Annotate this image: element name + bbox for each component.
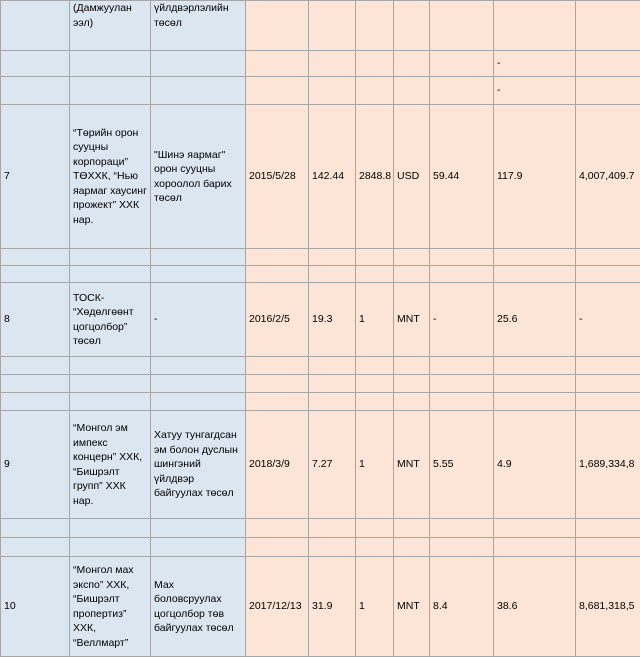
cell-rate[interactable]: 1 [356, 557, 394, 657]
table-row [1, 411, 640, 519]
cell-no[interactable]: 7 [1, 105, 70, 249]
cell-project[interactable]: Мах боловсруулах цогцолбор төв байгуулах төсөл [151, 557, 246, 657]
cell-date[interactable]: 2018/3/9 [246, 411, 309, 519]
cell-project[interactable]: - [151, 283, 246, 357]
table-row [1, 283, 640, 357]
cell-v1[interactable]: 8.4 [430, 557, 494, 657]
cell-project[interactable]: Хатуу тунгагдсан эм болон дуслын шингэний үйлдвэр байгуулах төсөл [151, 411, 246, 519]
cell-v2[interactable]: 25.6 [494, 283, 576, 357]
cell-date[interactable]: 2016/2/5 [246, 283, 309, 357]
cell-currency[interactable]: USD [394, 105, 430, 249]
cell-currency[interactable]: MNT [394, 283, 430, 357]
cell-v3[interactable]: 4,007,409.7 [576, 105, 640, 249]
table-row [1, 393, 640, 411]
cell-project[interactable]: "Шинэ яармаг" орон сууцны хороолол барих төсөл [151, 105, 246, 249]
cell-org[interactable]: ТОСК- “Хөдөлгөөнт цогцолбор” төсөл [70, 283, 151, 357]
table-row [1, 51, 640, 77]
cell-dash[interactable]: - [494, 51, 576, 77]
table-row [1, 357, 640, 375]
cell-v3[interactable]: - [576, 283, 640, 357]
cell-rate[interactable]: 2848.8 [356, 105, 394, 249]
table-row [1, 105, 640, 249]
table-row [1, 77, 640, 105]
cell-amount[interactable]: 142.44 [309, 105, 356, 249]
cell-project[interactable]: үйлдвэрлэлийн төсөл [151, 1, 246, 51]
cell-v1[interactable]: 59.44 [430, 105, 494, 249]
cell-v3[interactable]: 1,689,334,8 [576, 411, 640, 519]
table-row [1, 375, 640, 393]
cell-v3[interactable]: 8,681,318,5 [576, 557, 640, 657]
cell-amount[interactable]: 7.27 [309, 411, 356, 519]
cell-v2[interactable]: 4.9 [494, 411, 576, 519]
cell-v1[interactable]: - [430, 283, 494, 357]
cell-amount[interactable]: 19.3 [309, 283, 356, 357]
table-row [1, 1, 640, 51]
cell-dash[interactable]: - [494, 77, 576, 105]
cell-rate[interactable]: 1 [356, 283, 394, 357]
cell-no[interactable] [1, 1, 70, 51]
cell-org[interactable]: “Төрийн орон сууцны корпораци” ТӨХХК, “Нью яармаг хаусинг прожект” ХХК нар. [70, 105, 151, 249]
cell-org[interactable]: (Дамжуулан ээл) [70, 1, 151, 51]
table-row [1, 266, 640, 283]
cell-date[interactable]: 2015/5/28 [246, 105, 309, 249]
cell-v2[interactable]: 117.9 [494, 105, 576, 249]
cell-rate[interactable]: 1 [356, 411, 394, 519]
table-row [1, 249, 640, 266]
cell-no[interactable]: 9 [1, 411, 70, 519]
cell-amount[interactable]: 31.9 [309, 557, 356, 657]
cell-date[interactable]: 2017/12/13 [246, 557, 309, 657]
cell-currency[interactable]: MNT [394, 557, 430, 657]
cell-org[interactable]: “Монгол эм импекс концерн” ХХК, “Бишрэлт групп” ХХК нар. [70, 411, 151, 519]
cell-currency[interactable]: MNT [394, 411, 430, 519]
table-row [1, 519, 640, 538]
cell-no[interactable]: 10 [1, 557, 70, 657]
cell-v2[interactable]: 38.6 [494, 557, 576, 657]
table-row [1, 557, 640, 657]
table-row [1, 538, 640, 557]
cell-no[interactable]: 8 [1, 283, 70, 357]
cell-v1[interactable]: 5.55 [430, 411, 494, 519]
cell-org[interactable]: “Монгол мах экспо” ХХК, “Бишрэлт пропертиз” ХХК, “Веллмарт” [70, 557, 151, 657]
